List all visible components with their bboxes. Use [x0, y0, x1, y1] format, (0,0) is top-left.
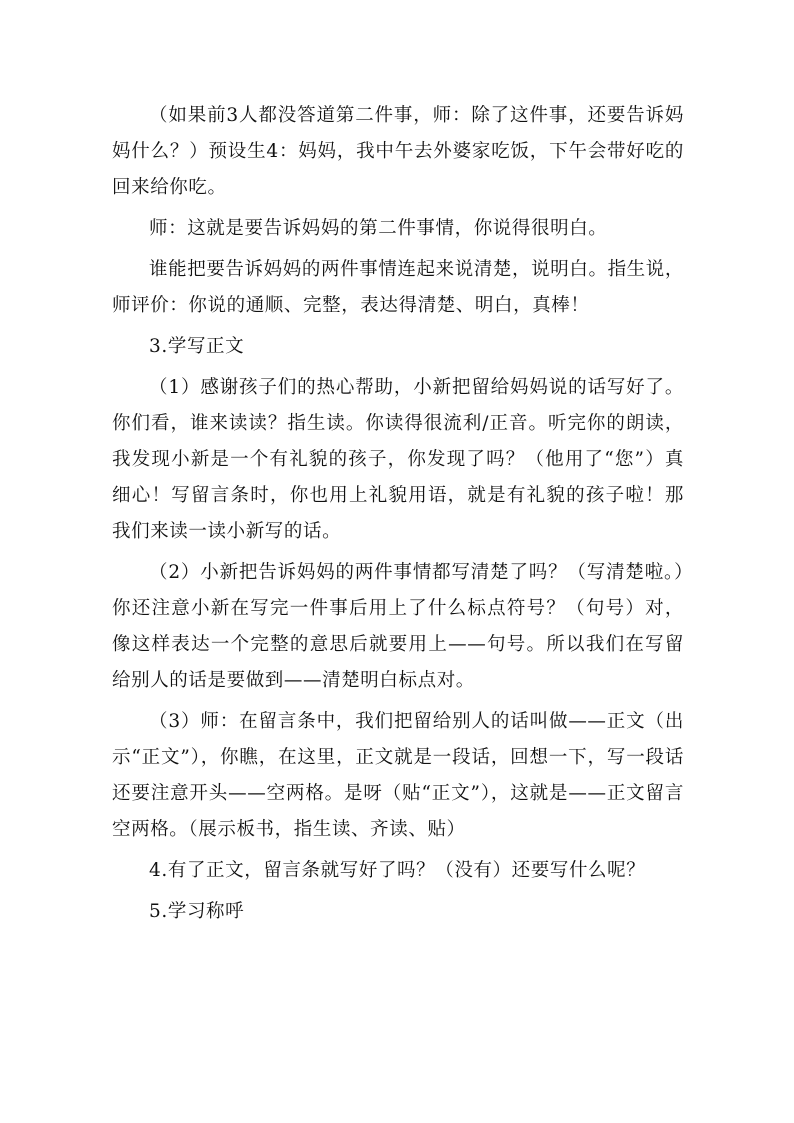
paragraph-step-3: （3）师：在留言条中，我们把留给别人的话叫做——正文（出示“正文”），你瞧，在这里，正文就是一段话，回想一下，写一段话还要注意开头——空两格。是呀（贴“正文”），这就是——正文留言空两格。（展示板书，指生读、齐读、贴） — [112, 711, 684, 840]
section-heading-learn-salutation: 5.学习称呼 — [149, 901, 245, 922]
paragraph-step-1: （1）感谢孩子们的热心帮助，小新把留给妈妈说的话写好了。你们看，谁来读读？指生读。你读得很流利/正音。听完你的朗读，我发现小新是一个有礼貌的孩子，你发现了吗？（他用了“您”）真细心！写留言条时，你也用上礼貌用语，就是有礼貌的孩子啦！那我们来读一读小新写的话。 — [112, 377, 684, 542]
paragraph-step-2: （2）小新把告诉妈妈的两件事情都写清楚了吗？（写清楚啦。）你还注意小新在写完一件事后用上了什么标点符号？（句号）对，像这样表达一个完整的意思后就要用上——句号。所以我们在写留给别人的话是要做到——清楚明白标点对。 — [112, 562, 684, 691]
paragraph-combine-events: 谁能把要告诉妈妈的两件事情连起来说清楚，说明白。指生说，师评价：你说的通顺、完整，表达得清楚、明白，真棒！ — [112, 259, 684, 316]
paragraph-prompt-event-two: （如果前3人都没答道第二件事，师：除了这件事，还要告诉妈妈什么？）预设生4：妈妈，我中午去外婆家吃饭，下午会带好吃的回来给你吃。 — [112, 105, 684, 198]
section-heading-write-body: 3.学写正文 — [149, 336, 245, 357]
paragraph-item-4: 4.有了正文，留言条就写好了吗？（没有）还要写什么呢？ — [149, 860, 646, 881]
paragraph-teacher-feedback: 师：这就是要告诉妈妈的第二件事情，你说得很明白。 — [149, 218, 608, 239]
document-body — [112, 98, 684, 930]
